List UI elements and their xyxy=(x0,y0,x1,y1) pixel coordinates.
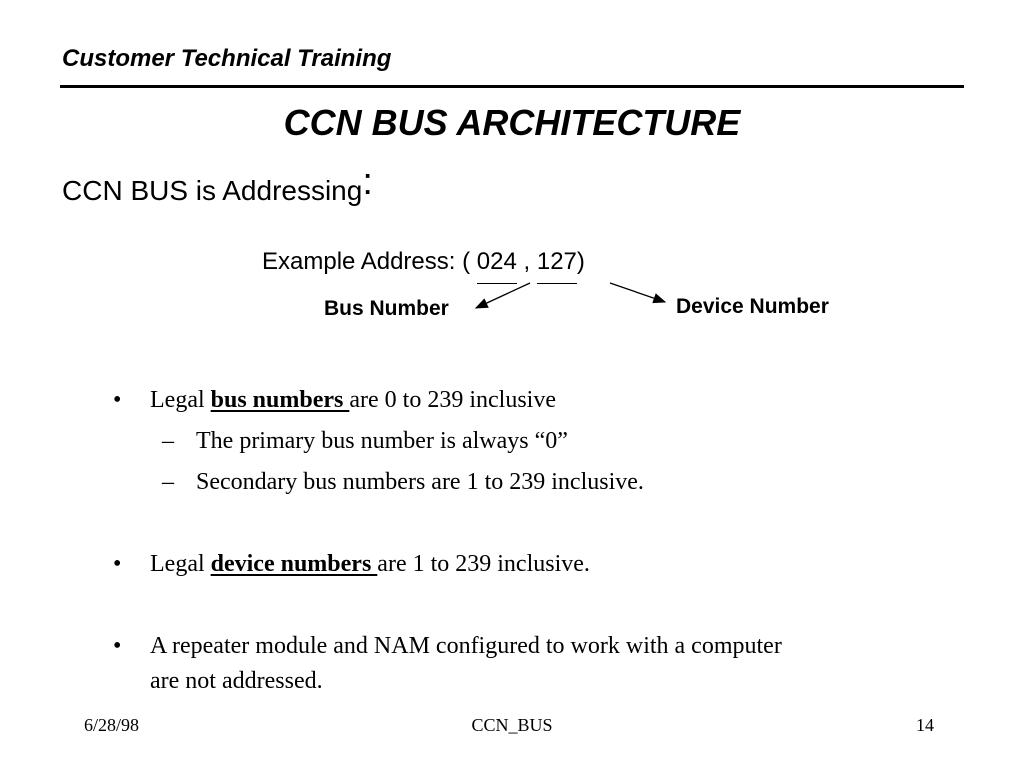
bullet-suffix: are 1 to 239 inclusive. xyxy=(377,551,590,577)
device-numbers-term: device numbers xyxy=(210,551,378,577)
example-close-paren: ) xyxy=(576,248,585,275)
bullet-suffix: are 0 to 239 inclusive xyxy=(349,387,556,413)
bullet-line-2: are not addressed. xyxy=(150,668,323,694)
subtitle-text: CCN BUS is Addressing xyxy=(62,175,363,206)
bullet-marker: • xyxy=(113,633,122,659)
example-separator: , xyxy=(516,248,537,275)
bullet-device-numbers xyxy=(113,551,590,578)
slide-title: CCN BUS ARCHITECTURE xyxy=(283,102,741,143)
sub-bullet-secondary-bus xyxy=(162,469,644,496)
footer-title: CCN_BUS xyxy=(471,715,553,735)
bus-number-arrow xyxy=(476,283,530,308)
header-title: Customer Technical Training xyxy=(62,45,392,72)
bullet-prefix: Legal xyxy=(150,551,211,577)
bullet-prefix: Legal xyxy=(150,387,211,413)
bullet-repeater-nam xyxy=(113,633,782,660)
footer-page-number: 14 xyxy=(916,715,934,735)
example-device-value: 127 xyxy=(536,248,577,275)
sub-bullet-marker: – xyxy=(162,469,174,495)
sub-bullet-text: The primary bus number is always “0” xyxy=(196,428,568,454)
sub-bullet-marker: – xyxy=(162,428,174,454)
device-number-label: Device Number xyxy=(676,295,829,318)
bullet-marker: • xyxy=(113,387,122,413)
example-label: Example Address: xyxy=(262,248,463,275)
sub-bullet-primary-bus xyxy=(162,428,568,455)
bullet-marker: • xyxy=(113,551,122,577)
footer-date: 6/28/98 xyxy=(84,715,140,735)
bus-numbers-term: bus numbers xyxy=(210,387,350,413)
device-number-arrow xyxy=(610,283,665,302)
sub-bullet-text: Secondary bus numbers are 1 to 239 inclusive. xyxy=(196,469,644,495)
bullet-bus-numbers xyxy=(113,387,556,414)
bullet-line-1: A repeater module and NAM configured to work with a computer xyxy=(150,633,782,659)
subtitle-colon: : xyxy=(362,161,373,203)
example-open-paren: ( xyxy=(462,248,477,275)
example-bus-value: 024 xyxy=(476,248,517,275)
bullet-repeater-nam-continued xyxy=(150,668,323,695)
bus-number-label: Bus Number xyxy=(324,297,449,320)
